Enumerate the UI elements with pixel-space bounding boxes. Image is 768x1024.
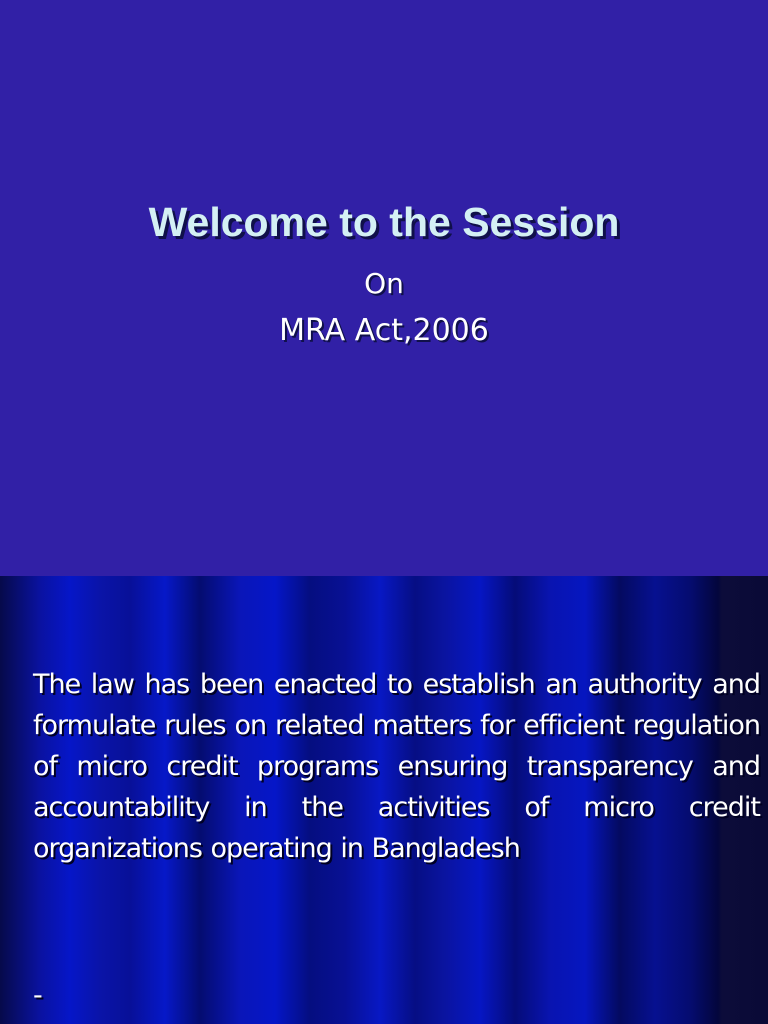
- slide-title: Welcome to the Session: [148, 199, 620, 245]
- law-purpose-slide: [0, 576, 768, 1024]
- slide-on-text: On: [364, 267, 404, 300]
- dash-bullet: -: [33, 980, 43, 1011]
- slide-subject: MRA Act,2006: [279, 313, 489, 348]
- law-purpose-paragraph: The law has been enacted to establish an authority and formulate rules on related matters for efficient regulation of micro credit programs ensuring transparency and accountability in the activities of micro credit organizations operating in Bangladesh: [33, 669, 760, 864]
